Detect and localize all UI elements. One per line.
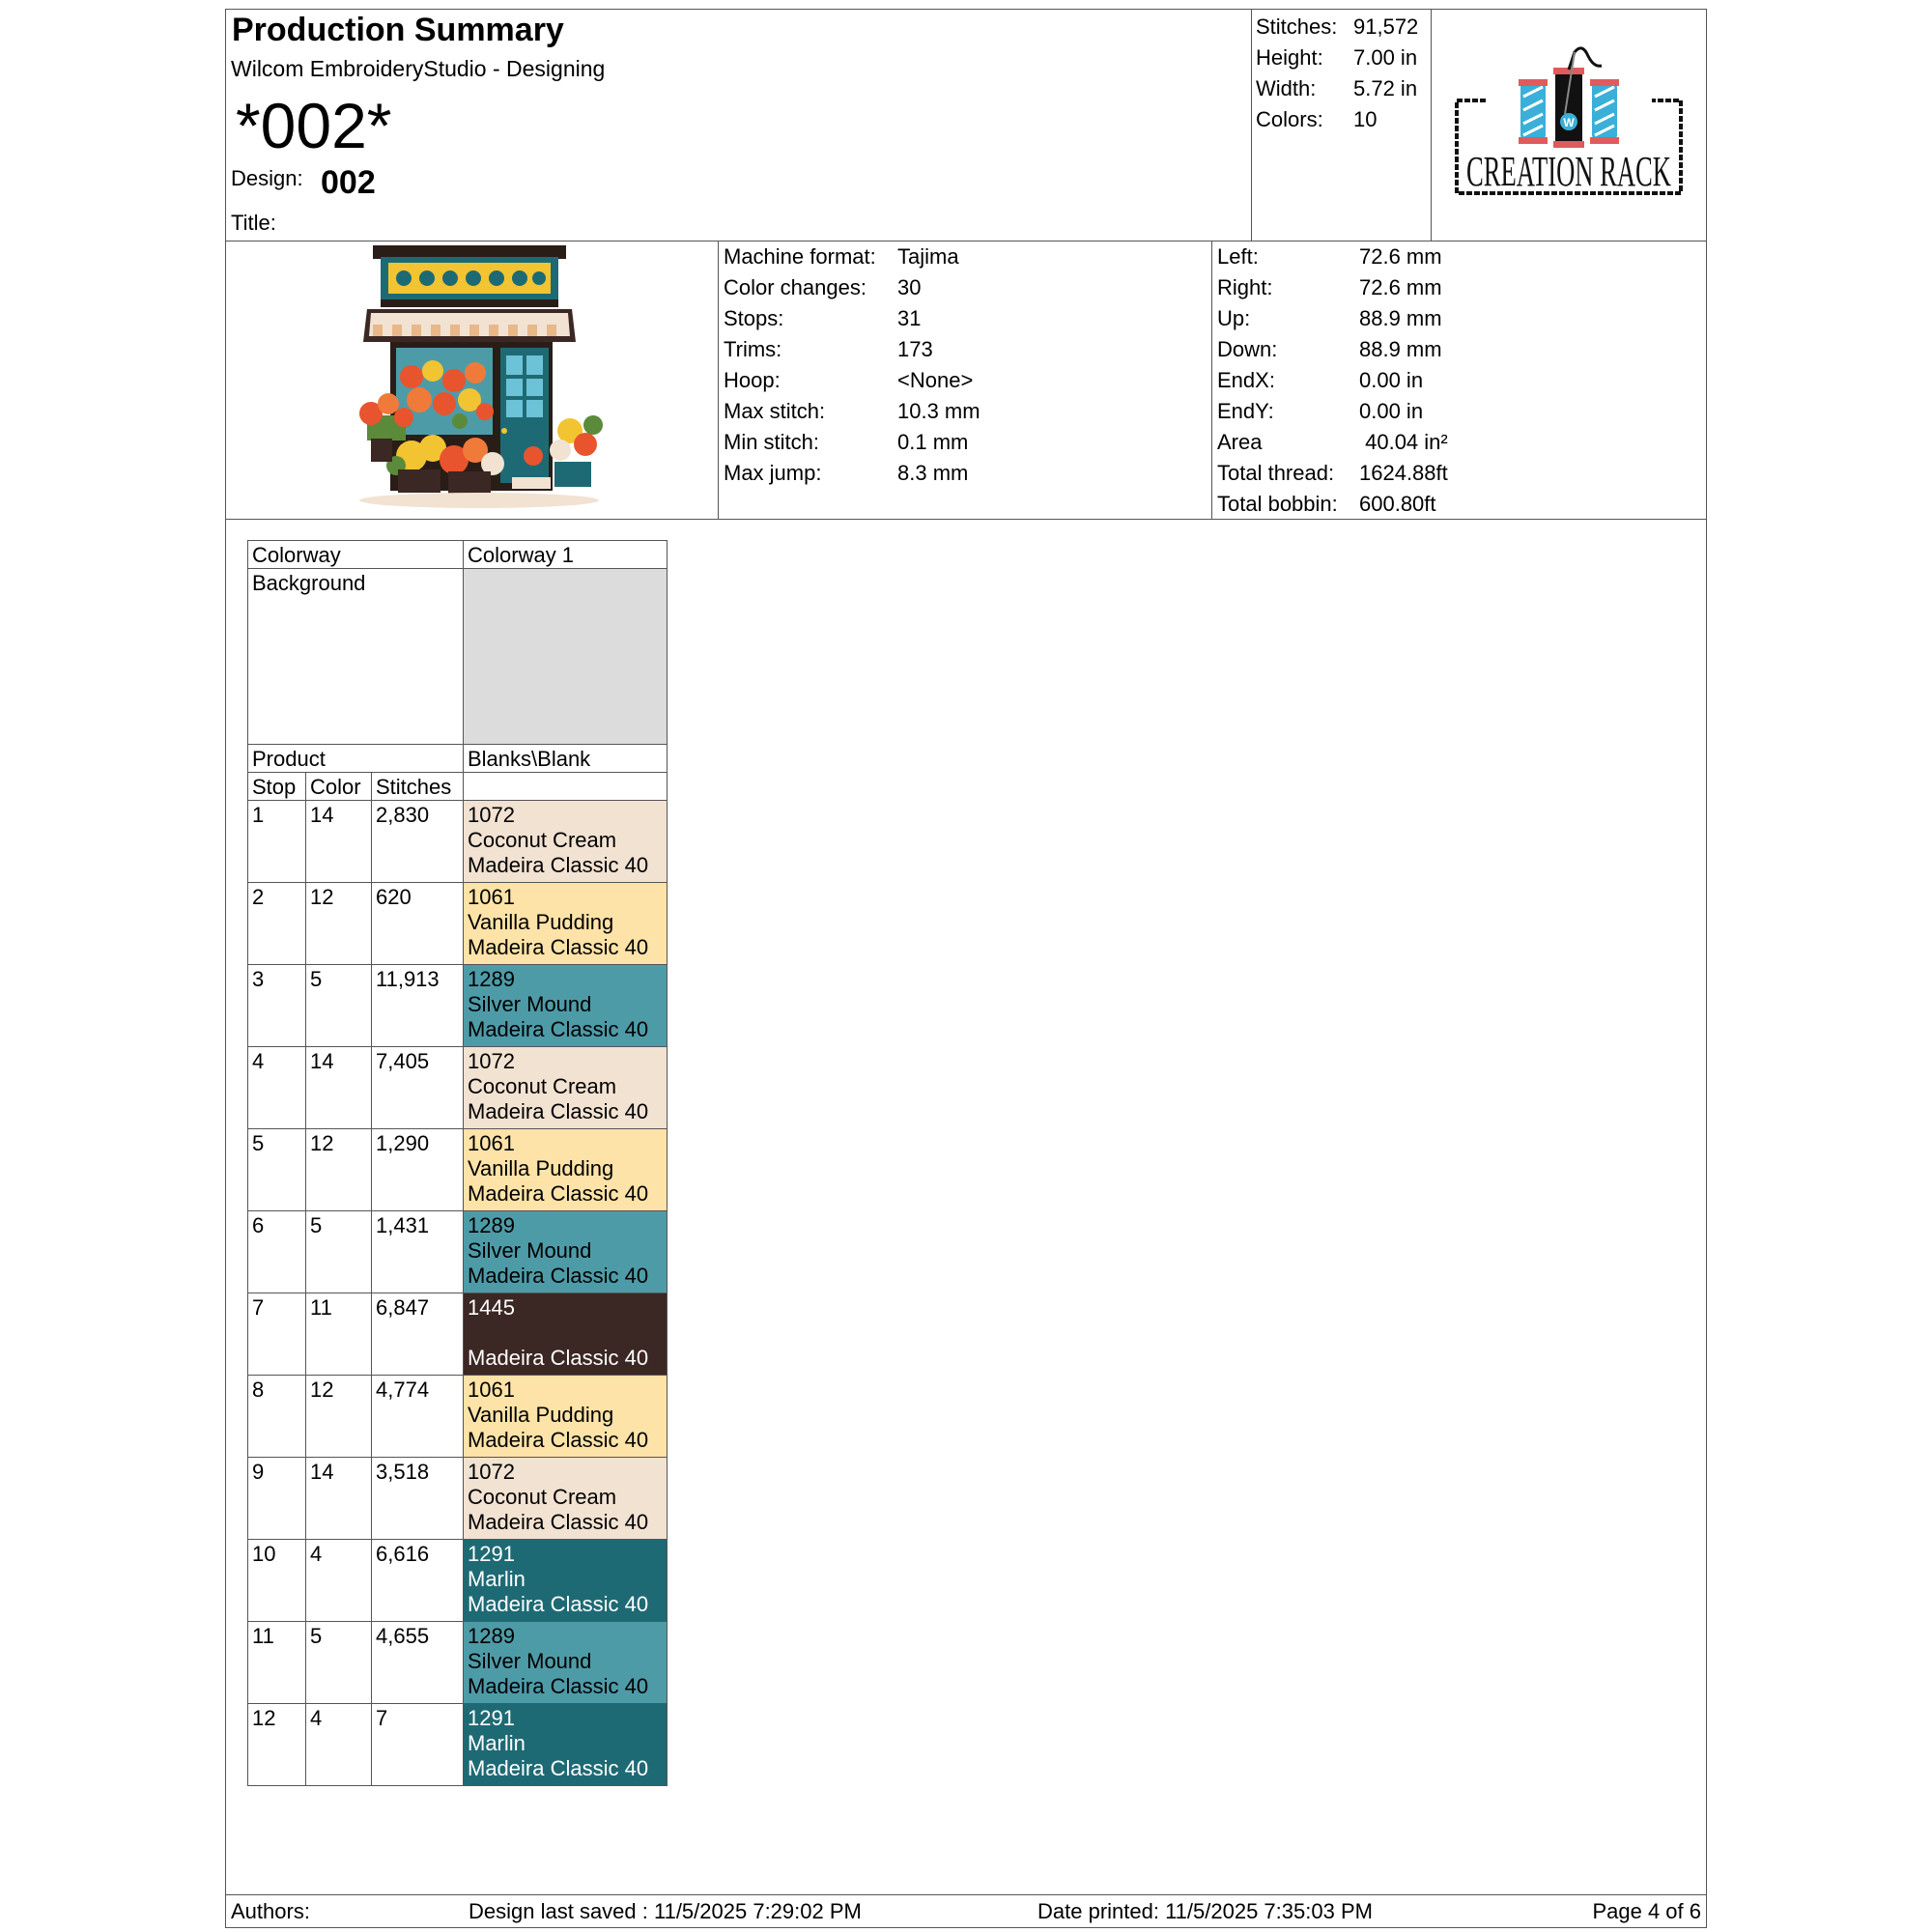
stop-number: 12 — [248, 1704, 306, 1786]
colorway-value: Colorway 1 — [464, 541, 668, 569]
footer-saved: Design last saved : 11/5/2025 7:29:02 PM — [469, 1899, 862, 1923]
thread-swatch — [464, 1458, 668, 1540]
info-row — [1217, 396, 1706, 427]
spool-right-icon — [1590, 79, 1619, 144]
thread-code: 1289 — [468, 1213, 515, 1237]
design-stats — [1252, 10, 1432, 242]
color-number: 14 — [306, 1458, 372, 1540]
colorway-row — [248, 541, 668, 569]
stop-number: 5 — [248, 1129, 306, 1211]
page-title: Production Summary — [232, 12, 564, 48]
thread-code: 1445 — [468, 1295, 515, 1320]
thread-brand: Madeira Classic 40 — [468, 1674, 649, 1698]
machine-info — [719, 242, 1212, 520]
stat-label: Width: — [1256, 76, 1317, 100]
info-value: 0.00 in — [1359, 368, 1424, 392]
thread-code: 1289 — [468, 967, 515, 991]
info-label: EndY: — [1217, 399, 1274, 423]
col-header-color: Color — [306, 773, 372, 801]
stop-row — [248, 1376, 668, 1458]
stat-label: Height: — [1256, 45, 1323, 70]
colorway-label: Colorway — [248, 541, 464, 569]
info-value: 0.1 mm — [897, 430, 969, 454]
stitch-count: 2,830 — [372, 801, 464, 883]
header-main — [226, 10, 1252, 242]
stat-row — [1256, 43, 1431, 73]
thread-swatch — [464, 1047, 668, 1129]
background-label: Background — [248, 569, 464, 745]
info-label: Trims: — [724, 337, 782, 361]
info-value: Tajima — [897, 244, 959, 269]
thread-name: Marlin — [468, 1731, 526, 1755]
thread-swatch — [464, 1704, 668, 1786]
info-row — [724, 334, 1211, 365]
stitch-count: 4,774 — [372, 1376, 464, 1458]
stat-row — [1256, 104, 1431, 135]
stop-number: 6 — [248, 1211, 306, 1293]
info-label: Area — [1217, 430, 1263, 454]
info-label: Max jump: — [724, 461, 822, 485]
stat-value: 7.00 in — [1353, 45, 1418, 70]
stat-value: 10 — [1353, 107, 1378, 131]
thread-name: Silver Mound — [468, 1649, 592, 1673]
thread-name: Coconut Cream — [468, 1074, 617, 1098]
thread-code: 1289 — [468, 1624, 515, 1648]
production-summary-page — [225, 9, 1707, 1928]
thread-name: Silver Mound — [468, 1238, 592, 1263]
stop-row — [248, 1293, 668, 1376]
thread-brand: Madeira Classic 40 — [468, 1346, 649, 1370]
thread-name: Vanilla Pudding — [468, 1403, 614, 1427]
thread-brand: Madeira Classic 40 — [468, 1756, 649, 1780]
info-value: 31 — [897, 306, 922, 330]
stop-number: 1 — [248, 801, 306, 883]
color-number: 12 — [306, 1376, 372, 1458]
info-label: Total bobbin: — [1217, 492, 1338, 516]
stop-row — [248, 1129, 668, 1211]
thread-swatch — [464, 1129, 668, 1211]
header — [226, 10, 1706, 242]
info-row — [1217, 427, 1706, 458]
title-label: Title: — [231, 211, 276, 235]
info-row — [724, 458, 1211, 489]
info-row — [1217, 334, 1706, 365]
spool-left-icon — [1519, 79, 1548, 144]
colorway-table — [247, 540, 668, 1786]
color-number: 5 — [306, 965, 372, 1047]
stat-label: Stitches: — [1256, 14, 1338, 39]
stop-number: 10 — [248, 1540, 306, 1622]
info-value: 600.80ft — [1359, 492, 1436, 516]
color-number: 5 — [306, 1211, 372, 1293]
thread-swatch — [464, 1376, 668, 1458]
thread-code: 1072 — [468, 1049, 515, 1073]
stop-row — [248, 1540, 668, 1622]
info-row — [724, 365, 1211, 396]
info-value: 72.6 mm — [1359, 275, 1442, 299]
thread-brand: Madeira Classic 40 — [468, 1017, 649, 1041]
info-row — [1217, 458, 1706, 489]
col-header-stop: Stop — [248, 773, 306, 801]
column-header-row — [248, 773, 668, 801]
stat-row — [1256, 73, 1431, 104]
col-header-stitches: Stitches — [372, 773, 464, 801]
spool-center-icon — [1553, 68, 1584, 148]
product-row — [248, 745, 668, 773]
info-label: EndX: — [1217, 368, 1275, 392]
info-row — [1217, 242, 1706, 272]
color-number: 11 — [306, 1293, 372, 1376]
footer-printed: Date printed: 11/5/2025 7:35:03 PM — [1037, 1899, 1373, 1923]
color-number: 5 — [306, 1622, 372, 1704]
creation-rack-logo — [1432, 10, 1706, 242]
info-label: Color changes: — [724, 275, 867, 299]
thread-name — [468, 1321, 663, 1346]
info-value: 88.9 mm — [1359, 306, 1442, 330]
info-label: Down: — [1217, 337, 1278, 361]
thread-brand: Madeira Classic 40 — [468, 1428, 649, 1452]
stop-number: 8 — [248, 1376, 306, 1458]
background-row — [248, 569, 668, 745]
thread-name: Coconut Cream — [468, 828, 617, 852]
thread-swatch — [464, 801, 668, 883]
color-number: 14 — [306, 801, 372, 883]
stitch-count: 4,655 — [372, 1622, 464, 1704]
thread-swatch — [464, 1540, 668, 1622]
info-label: Stops: — [724, 306, 784, 330]
info-row — [724, 303, 1211, 334]
thread-brand: Madeira Classic 40 — [468, 935, 649, 959]
stitch-count: 1,431 — [372, 1211, 464, 1293]
thread-brand: Madeira Classic 40 — [468, 1592, 649, 1616]
stop-number: 7 — [248, 1293, 306, 1376]
info-row — [1217, 272, 1706, 303]
info-row — [724, 427, 1211, 458]
stop-row — [248, 883, 668, 965]
logo-text: CREATION RACK — [1466, 148, 1672, 195]
info-label: Right: — [1217, 275, 1273, 299]
info-label: Total thread: — [1217, 461, 1335, 485]
info-label: Up: — [1217, 306, 1251, 330]
logo-graphic — [1432, 10, 1706, 242]
info-value: 1624.88ft — [1359, 461, 1448, 485]
color-number: 4 — [306, 1704, 372, 1786]
design-label: Design: — [231, 166, 303, 190]
stop-row — [248, 801, 668, 883]
info-row — [724, 396, 1211, 427]
color-number: 12 — [306, 1129, 372, 1211]
stop-row — [248, 965, 668, 1047]
stop-row — [248, 1211, 668, 1293]
thread-code: 1291 — [468, 1706, 515, 1730]
info-label: Max stitch: — [724, 399, 826, 423]
product-value: Blanks\Blank — [464, 745, 668, 773]
flower-shop-preview-image — [226, 242, 719, 520]
stop-number: 9 — [248, 1458, 306, 1540]
stop-number: 4 — [248, 1047, 306, 1129]
stat-value: 91,572 — [1353, 14, 1419, 39]
stitch-count: 7 — [372, 1704, 464, 1786]
info-value: 72.6 mm — [1359, 244, 1442, 269]
stop-number: 11 — [248, 1622, 306, 1704]
info-row — [1217, 489, 1706, 520]
info-label: Machine format: — [724, 244, 876, 269]
stop-row — [248, 1458, 668, 1540]
thread-code: 1291 — [468, 1542, 515, 1566]
info-row — [1217, 303, 1706, 334]
info-value: 10.3 mm — [897, 399, 980, 423]
stitch-count: 3,518 — [372, 1458, 464, 1540]
info-label: Left: — [1217, 244, 1259, 269]
info-value: <None> — [897, 368, 974, 392]
thread-swatch — [464, 883, 668, 965]
thread-brand: Madeira Classic 40 — [468, 1510, 649, 1534]
col-header-thread — [464, 773, 668, 801]
info-value: 0.00 in — [1359, 399, 1424, 423]
stitch-count: 620 — [372, 883, 464, 965]
info-row — [1217, 365, 1706, 396]
thread-brand: Madeira Classic 40 — [468, 1099, 649, 1123]
dimension-info — [1212, 242, 1706, 520]
color-number: 4 — [306, 1540, 372, 1622]
color-number: 14 — [306, 1047, 372, 1129]
thread-swatch — [464, 1293, 668, 1376]
info-row — [724, 272, 1211, 303]
svg-text:W: W — [1563, 116, 1575, 129]
thread-name: Coconut Cream — [468, 1485, 617, 1509]
stop-number: 3 — [248, 965, 306, 1047]
thread-swatch — [464, 1622, 668, 1704]
info-label: Hoop: — [724, 368, 781, 392]
design-value: 002 — [321, 164, 376, 201]
background-swatch — [464, 569, 668, 745]
info-section — [226, 242, 1706, 520]
stop-number: 2 — [248, 883, 306, 965]
info-value: 30 — [897, 275, 922, 299]
thread-swatch — [464, 965, 668, 1047]
design-big-name: *002* — [236, 90, 392, 161]
thread-brand: Madeira Classic 40 — [468, 1181, 649, 1206]
thread-swatch — [464, 1211, 668, 1293]
info-value: 173 — [897, 337, 933, 361]
thread-code: 1072 — [468, 1460, 515, 1484]
footer-authors: Authors: — [231, 1899, 310, 1923]
thread-name: Vanilla Pudding — [468, 1156, 614, 1180]
stat-row — [1256, 12, 1431, 43]
stop-row — [248, 1704, 668, 1786]
info-value: 40.04 in² — [1359, 430, 1448, 454]
info-row — [724, 242, 1211, 272]
footer — [226, 1894, 1706, 1927]
thread-brand: Madeira Classic 40 — [468, 853, 649, 877]
info-label: Min stitch: — [724, 430, 820, 454]
stitch-count: 7,405 — [372, 1047, 464, 1129]
stat-value: 5.72 in — [1353, 76, 1418, 100]
thread-code: 1061 — [468, 885, 515, 909]
stat-label: Colors: — [1256, 107, 1323, 131]
thread-brand: Madeira Classic 40 — [468, 1264, 649, 1288]
stitch-count: 6,616 — [372, 1540, 464, 1622]
thread-code: 1061 — [468, 1378, 515, 1402]
thread-name: Silver Mound — [468, 992, 592, 1016]
design-preview — [226, 242, 719, 520]
thread-name: Vanilla Pudding — [468, 910, 614, 934]
stop-row — [248, 1622, 668, 1704]
info-value: 88.9 mm — [1359, 337, 1442, 361]
thread-code: 1061 — [468, 1131, 515, 1155]
footer-page: Page 4 of 6 — [1592, 1899, 1701, 1923]
stitch-count: 11,913 — [372, 965, 464, 1047]
app-subtitle: Wilcom EmbroideryStudio - Designing — [231, 56, 606, 81]
thread-code: 1072 — [468, 803, 515, 827]
stop-row — [248, 1047, 668, 1129]
stitch-count: 1,290 — [372, 1129, 464, 1211]
color-number: 12 — [306, 883, 372, 965]
info-value: 8.3 mm — [897, 461, 969, 485]
stitch-count: 6,847 — [372, 1293, 464, 1376]
product-label: Product — [248, 745, 464, 773]
thread-name: Marlin — [468, 1567, 526, 1591]
